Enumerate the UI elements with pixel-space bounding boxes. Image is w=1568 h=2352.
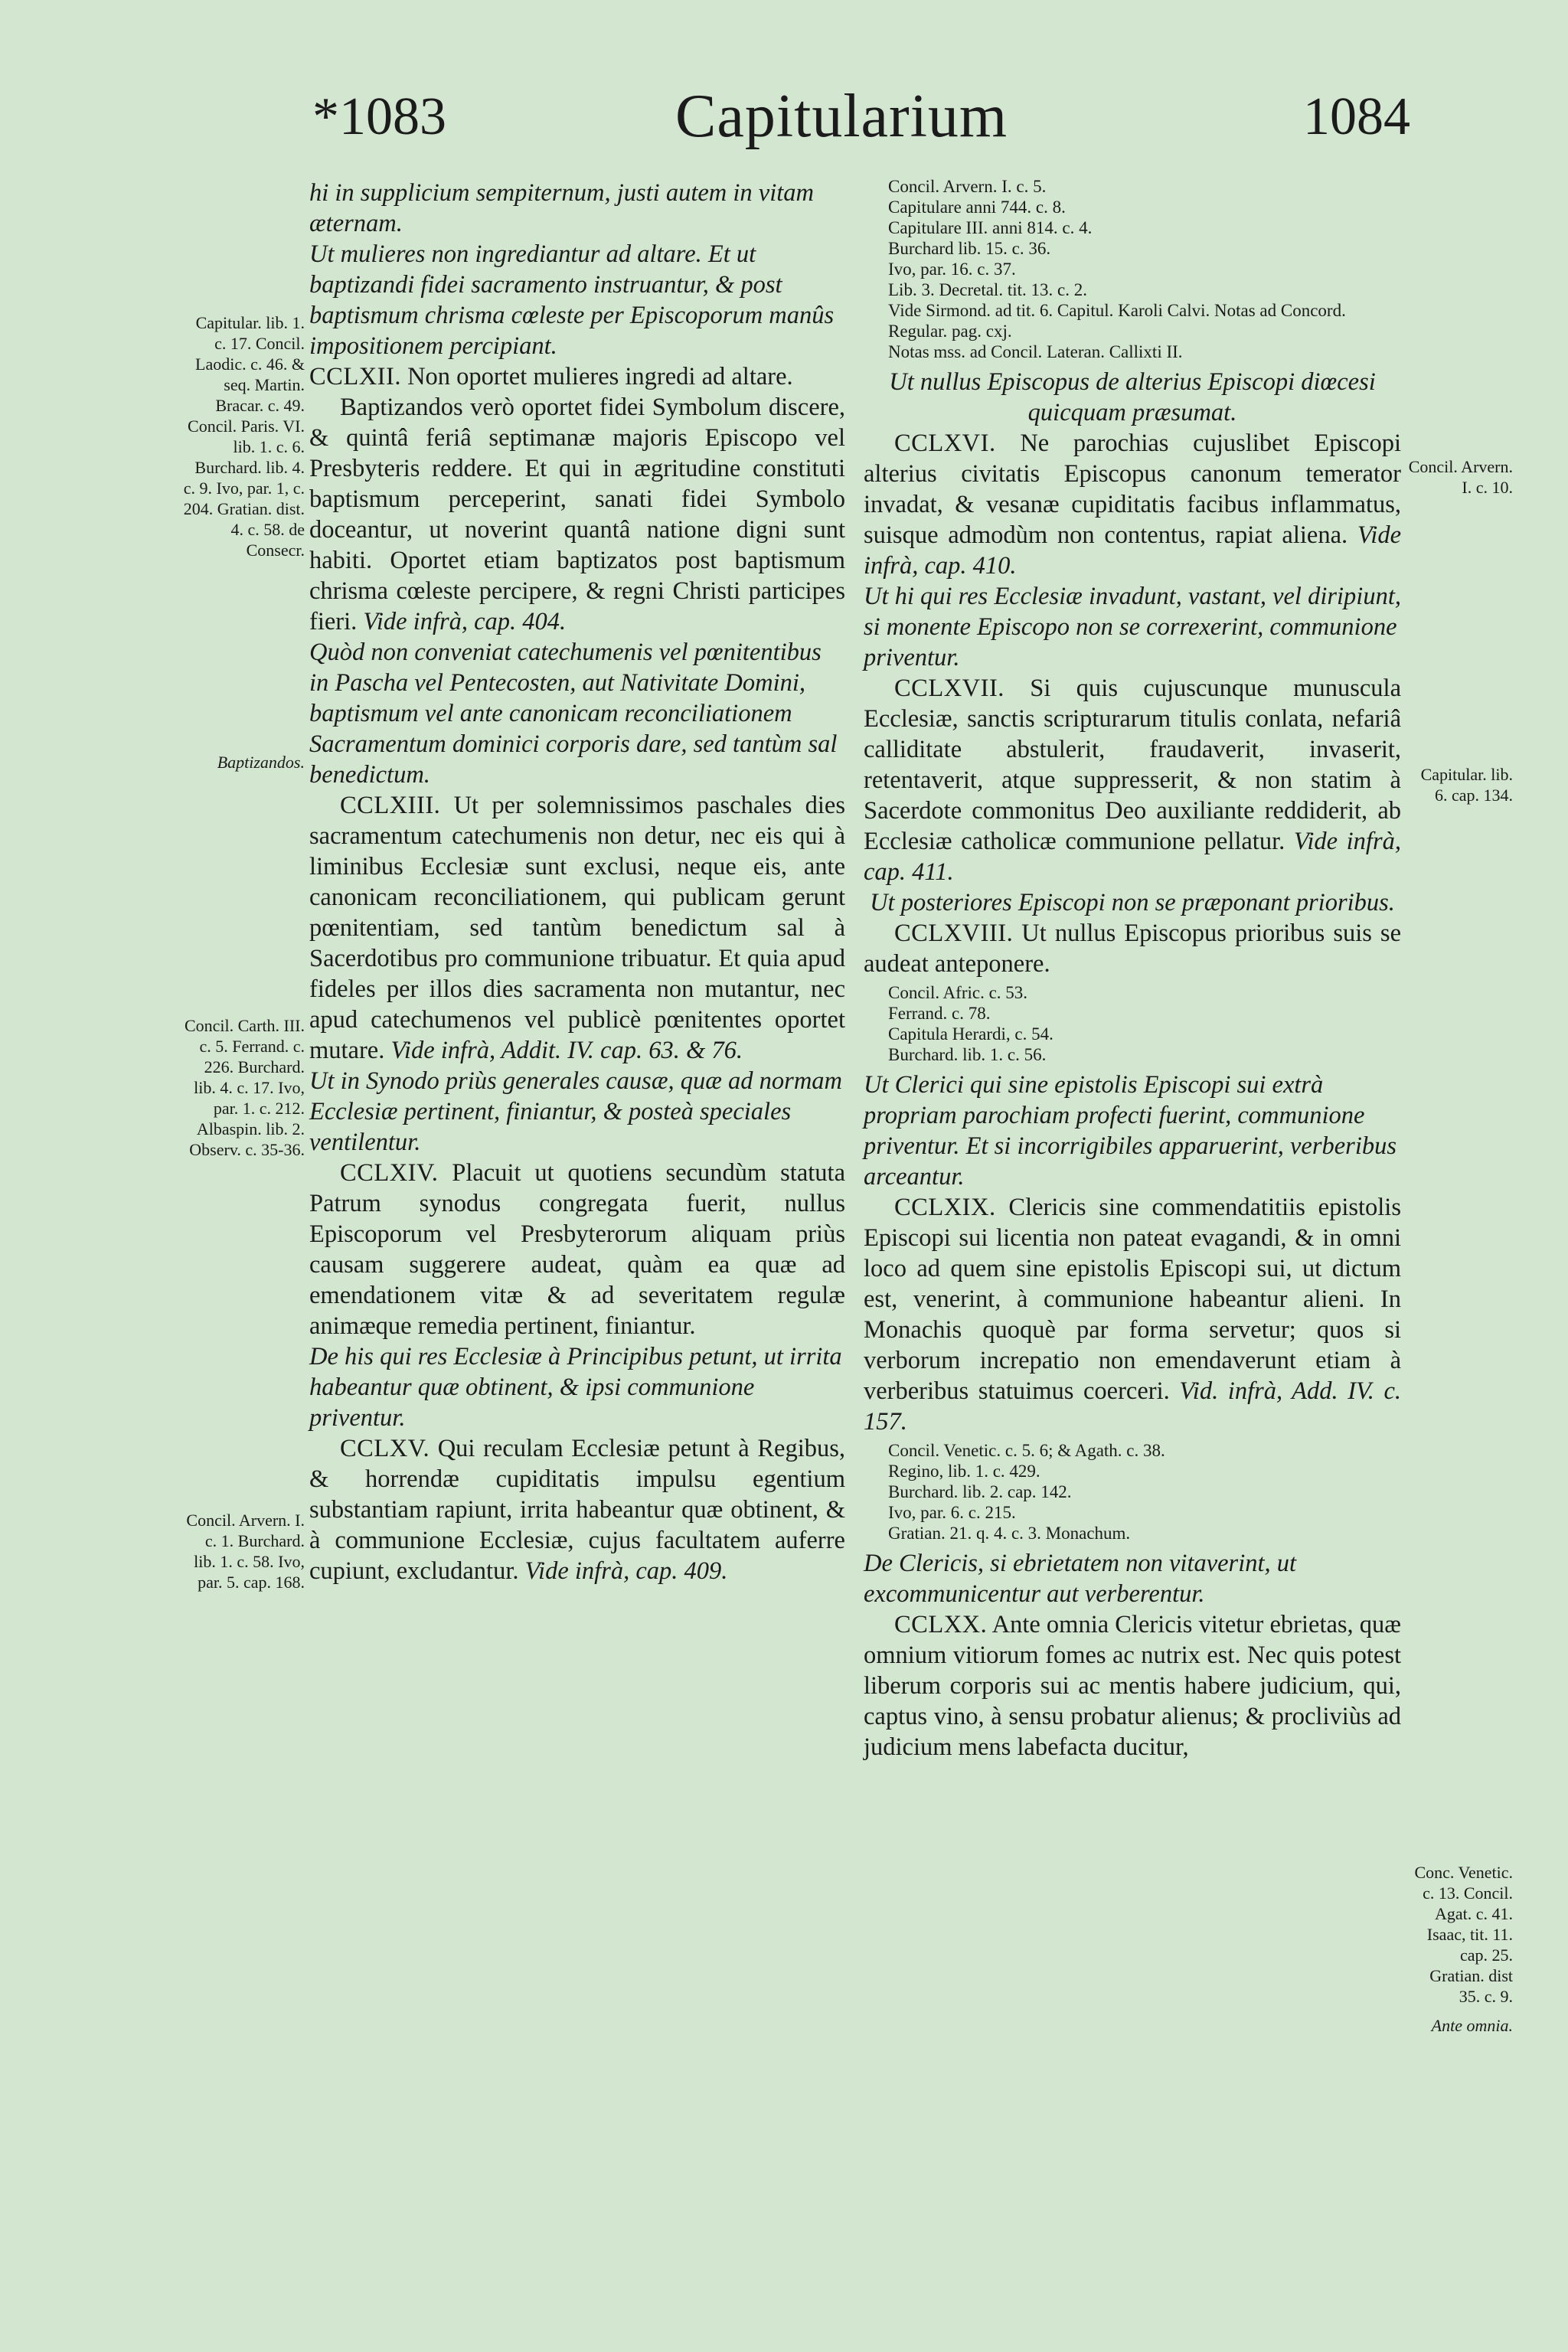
cross-reference: Vide infrà, cap. 411. [864,828,1401,886]
margin-note-right-1: Concil. Arvern. I. c. 10. [1408,457,1513,497]
cross-reference: Vide infrà, cap. 410. [864,521,1401,580]
chapter-rubric-262: Ut mulieres non ingrediantur ad altare. Et ut baptizandi fidei sacramento instruantur, & post baptismum chrisma cœleste per Episcoporum manûs impositionem percipiant. [309,240,835,360]
chapter-number: CCLXVIII. [894,920,1014,947]
chapter-267: CCLXVII. Si quis cujuscunque munuscula Ecclesiæ, sanctis scripturarum titulis conlata, nefariâ calliditate abstulerit, fraudaverit, invaserit, retentaverit, atque suppresserit, & non statim à Sacerdote commonitus Deo auxiliante reddiderit, ab Ecclesiæ catholicæ communione pellatur. Vide infrà, cap. 411. [864,675,1401,886]
chapter-number: CCLXX. [894,1611,988,1638]
margin-note-left-1: Capitular. lib. 1. c. 17. Concil. Laodic. c. 46. & seq. Martin. Bracar. c. 49. Concil. Paris. VI. lib. 1. c. 6. Burchard. lib. 4. c. 9. Ivo, par. 1, c. 204. Gratian. dist. 4. c. 58. de Consecr. [183,313,305,560]
margin-note-left-3: Concil. Carth. III. c. 5. Ferrand. c. 226. Burchard. lib. 4. c. 17. Ivo, par. 1. c. 212. Albaspin. lib. 2. Observ. c. 35-36. [184,1016,305,1159]
text-continuation: hi in supplicium sempiternum, justi autem in vitam æternam. [309,179,814,237]
reference-block-top: Concil. Arvern. I. c. 5. Capitulare anni 744. c. 8. Capitulare III. anni 814. c. 4. Burchard lib. 15. c. 36. Ivo, par. 16. c. 37. Lib. 3. Decretal. tit. 13. c. 2. Vide Sirmond. ad tit. 6. Capitul. Karoli Calvi. Notas ad Concord. Regular. pag. cxj. Notas mss. ad Concil. Lateran. Callixti II. [888,177,1346,361]
right-column [864,173,1401,1762]
margin-note-left-4: Concil. Arvern. I. c. 1. Burchard. lib. 1. c. 58. Ivo, par. 5. cap. 168. [186,1511,305,1592]
cross-reference: Vide infrà, Addit. IV. cap. 63. & 76. [390,1037,743,1064]
chapter-number: CCLXIII. [340,792,441,819]
margin-note-right-2: Capitular. lib. 6. cap. 134. [1420,765,1513,805]
chapter-number: CCLXIV. [340,1159,439,1187]
chapter-266: CCLXVI. Ne parochias cujuslibet Episcopi alterius civitatis Episcopus canonum temerator invadat, & vesanæ cupiditatis facibus inflammatus, suisque admodùm non contentus, rapiat aliena. Vide infrà, cap. 410. [864,430,1401,580]
right-page-number: 1084 [1303,87,1410,146]
chapter-rubric-263: Quòd non conveniat catechumenis vel pœnitentibus in Pascha vel Pentecosten, aut Nativitate Domini, baptismum vel ante canonicam reconciliationem Sacramentum dominici corporis dare, sed tantùm sal benedictum. [309,639,838,789]
chapter-number: CCLXII. [309,363,401,390]
margin-note-left-2: Baptizandos. [217,753,305,772]
left-column [309,178,845,1586]
margin-note-right-4: Ante omnia. [1431,2016,1513,2035]
chapter-262-cont: Baptizandos verò oportet fidei Symbolum discere, & quintâ feriâ septimanæ majoris Episcopo vel Presbyteris reddere. Et qui in ægritudine constituti baptismum perceperint, sanati fidei Symbolo doceantur, ut noverint quantâ natione digni sunt habiti. Oportet etiam baptizatos post baptismum chrisma cœleste percipere, & regni Christi participes fieri. Vide infrà, cap. 404. [309,394,845,635]
left-page-number: *1083 [312,87,446,146]
chapter-rubric-270: De Clericis, si ebrietatem non vitaverint, ut excommunicentur aut verberentur. [864,1550,1297,1608]
chapter-number: CCLXVII. [894,675,1004,702]
margin-note-right-3: Conc. Venetic. c. 13. Concil. Agat. c. 41. Isaac, tit. 11. cap. 25. Gratian. dist 35. c. 9. [1414,1863,1513,2006]
chapter-268: CCLXVIII. Ut nullus Episcopus prioribus suis se audeat anteponere. [864,920,1401,978]
cross-reference: Vid. infrà, Add. IV. c. 157. [864,1377,1401,1436]
chapter-rubric-266: Ut nullus Episcopus de alterius Episcopi diœcesi quicquam præsumat. [889,368,1376,426]
chapter-rubric-264: Ut in Synodo priùs generales causæ, quæ ad normam Ecclesiæ pertinent, finiantur, & posteà speciales ventilentur. [309,1067,843,1156]
cross-reference: Vide infrà, cap. 409. [524,1557,728,1585]
reference-block-269: Concil. Venetic. c. 5. 6; & Agath. c. 38. Regino, lib. 1. c. 429. Burchard. lib. 2. cap. 142. Ivo, par. 6. c. 215. Gratian. 21. q. 4. c. 3. Monachum. [888,1441,1165,1543]
chapter-263: CCLXIII. Ut per solemnissimos paschales dies sacramentum catechumenis non detur, nec eis qui à liminibus Ecclesiæ sunt exclusi, neque eis, ante canonicam reconciliationem, qui publicam gerunt pœnitentiam, sed tantùm benedictum sal à Sacerdotibus pro communione tribuatur. Et quia apud fideles per illos dies sacramenta non mutantur, nec apud catechumenos vel publicè pœnitentes oportet mutare. Vide infrà, Addit. IV. cap. 63. & 76. [309,792,845,1064]
chapter-264: CCLXIV. Placuit ut quotiens secundùm statuta Patrum synodus congregata fuerit, nullus Episcoporum vel Presbyterorum aliquam priùs causam suggerere audeat, quàm ea quæ ad emendationem vitæ & ad severitatem regulæ animæque remedia pertinent, finiantur. [309,1159,845,1340]
chapter-rubric-268: Ut posteriores Episcopi non se præponant prioribus. [870,889,1395,916]
chapter-rubric-269: Ut Clerici qui sine epistolis Episcopi sui extrà propriam parochiam profecti fuerint, communione priventur. Et si incorrigibiles apparuerint, verberibus arceantur. [864,1071,1397,1191]
chapter-rubric-265: De his qui res Ecclesiæ à Principibus petunt, ut irrita habeantur quæ obtinent, & ipsi communione priventur. [309,1343,842,1432]
chapter-number: CCLXVI. [894,430,996,457]
chapter-rubric-267: Ut hi qui res Ecclesiæ invadunt, vastant, vel diripiunt, si monente Episcopo non se correxerint, communione priventur. [864,583,1401,671]
running-title: Capitularium [675,83,1008,150]
chapter-number: CCLXV. [340,1435,430,1462]
chapter-270: CCLXX. Ante omnia Clericis vitetur ebrietas, quæ omnium vitiorum fomes ac nutrix est. Nec quis potest liberum corporis sui ac mentis habere judicium, qui, captus vino, à sensu probatur alienus; & procliviùs ad judicium mens labefacta ducitur, [864,1611,1401,1761]
chapter-number: CCLXIX. [894,1194,996,1221]
reference-block-268: Concil. Afric. c. 53. Ferrand. c. 78. Capitula Herardi, c. 54. Burchard. lib. 1. c. 56. [888,983,1054,1064]
chapter-262: CCLXII. Non oportet mulieres ingredi ad altare. [309,363,793,390]
chapter-265: CCLXV. Qui reculam Ecclesiæ petunt à Regibus, & horrendæ cupiditatis impulsu egentium substantiam rapiunt, irrita habeantur quæ obtinent, & à communione Ecclesiæ, cujus facultatem auferre cupiunt, excludantur. Vide infrà, cap. 409. [309,1435,845,1585]
chapter-269: CCLXIX. Clericis sine commendatitiis epistolis Episcopi sui licentia non pateat evagandi, & in omni loco ad quem sine epistolis Episcopi sui, ut dictum est, venerint, à communione habeantur alieni. In Monachis quoquè par forma servetur; quos si verborum increpatio non emendaverunt etiam à verberibus statuimus coerceri. Vid. infrà, Add. IV. c. 157. [864,1194,1401,1436]
cross-reference: Vide infrà, cap. 404. [363,608,567,635]
